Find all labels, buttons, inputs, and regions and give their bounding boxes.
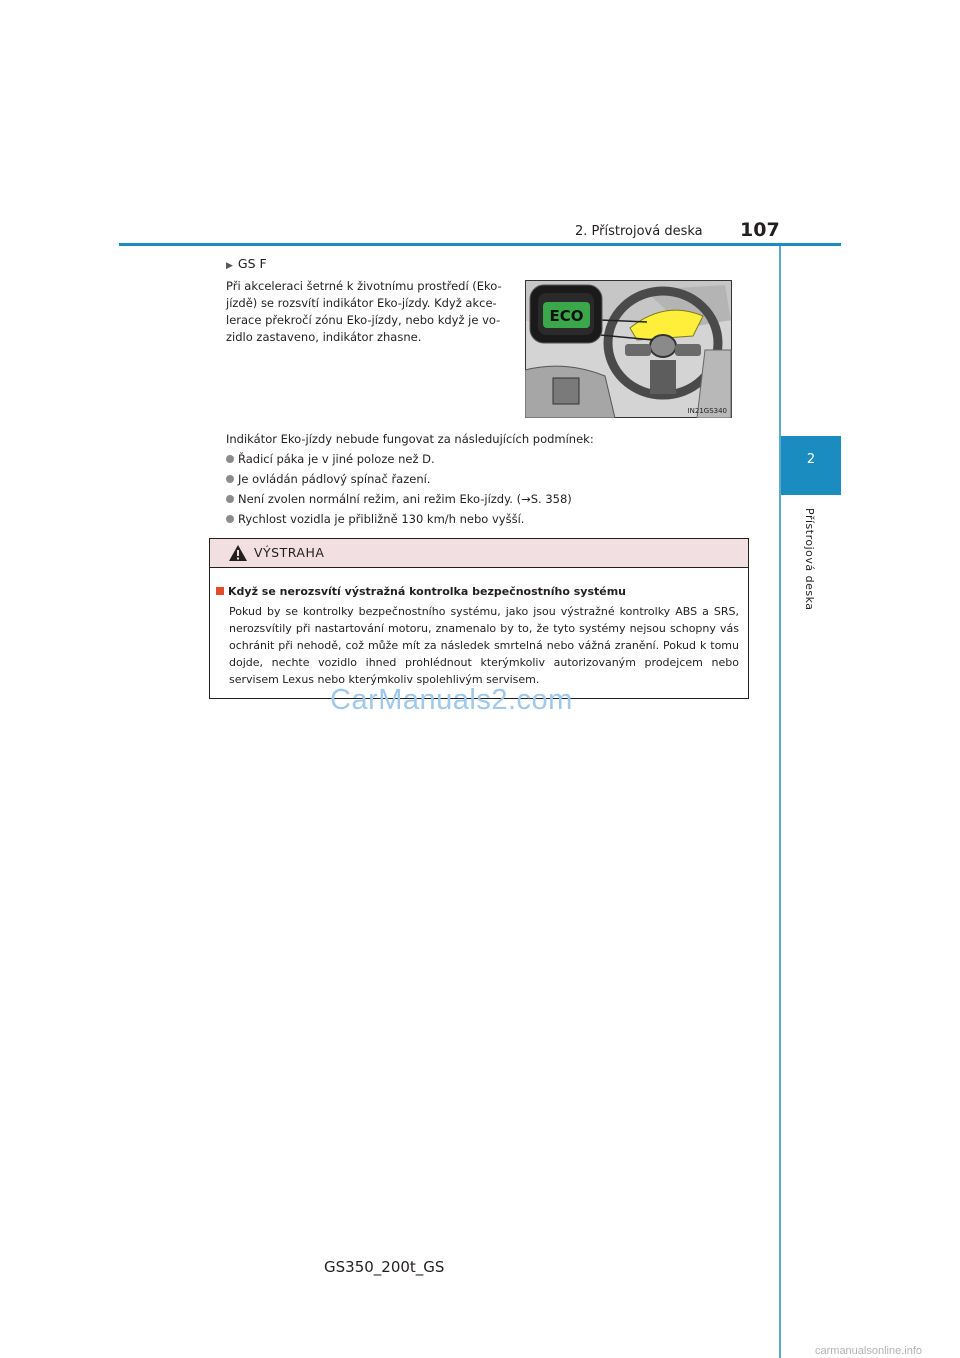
variant-heading [226,256,267,271]
conditions-intro: Indikátor Eko-jízdy nebude fungovat za následujících podmínek: [226,432,594,446]
warning-body: Pokud by se kontrolky bezpečnostního systému, jako jsou výstražné kontrolky ABS a SRS, nerozsvítily při nastartování motoru, znamenalo by to, že tyto systémy nejsou schopny vás ochránit při nehodě, což může mít za následek smrtelná nebo vážná zranění. Pokud k tomu dojde, nechte vozidlo ihned prohlédnout kterýmkoliv autorizovaným prodejcem nebo servisem Lexus nebo kterýmkoliv spolehlivým servisem. [229,605,739,686]
square-bullet-icon [216,587,224,595]
eco-description [226,278,509,346]
condition-text: Rychlost vozidla je přibližně 130 km/h nebo vyšší. [238,512,525,526]
watermark: CarManuals2.com [330,684,573,716]
eco-line: zidlo zastaveno, indikátor zhasne. [226,330,422,344]
bullet-icon [226,495,234,503]
eco-indicator-text: ECO [549,307,584,325]
footer-model: GS350_200t_GS [324,1258,445,1276]
list-item [226,512,524,526]
warning-box [209,538,749,699]
dashboard-illustration [525,280,732,418]
chapter-number: 2 [806,452,816,467]
triangle-right-icon: ▶ [226,261,233,271]
list-item [226,472,430,486]
eco-line: Při akceleraci šetrné k životnímu prostředí (Eko- [226,279,502,293]
bullet-icon [226,475,234,483]
dashboard-illustration-svg [525,280,732,418]
footer-site: carmanualsonline.info [815,1345,923,1357]
warning-subtitle [216,585,626,598]
warning-header [210,539,748,568]
eco-line: jízdě) se rozsvítí indikátor Eko-jízdy. Když akce- [226,296,497,310]
chapter-name: Přístrojová deska [803,508,816,611]
bullet-icon [226,515,234,523]
bullet-icon [226,455,234,463]
warning-triangle-icon [228,544,248,562]
section-title: 2. Přístrojová deska [575,224,703,239]
list-item [226,452,435,466]
eco-line: lerace překročí zónu Eko-jízdy, nebo když je vo- [226,313,501,327]
header-rule [119,243,841,246]
condition-text: Řadicí páka je v jiné poloze než D. [238,452,435,466]
illustration-code: IN21GS340 [687,407,727,415]
list-item [226,492,572,506]
variant-label: GS F [237,256,267,271]
side-rule [779,246,781,1358]
condition-text: Není zvolen normální režim, ani režim Eko-jízdy. (→S. 358) [238,492,572,506]
condition-text: Je ovládán pádlový spínač řazení. [238,472,431,486]
page-number: 107 [740,219,780,241]
warning-title: VÝSTRAHA [254,545,325,560]
warning-subtitle-text: Když se nerozsvítí výstražná kontrolka bezpečnostního systému [228,585,627,598]
